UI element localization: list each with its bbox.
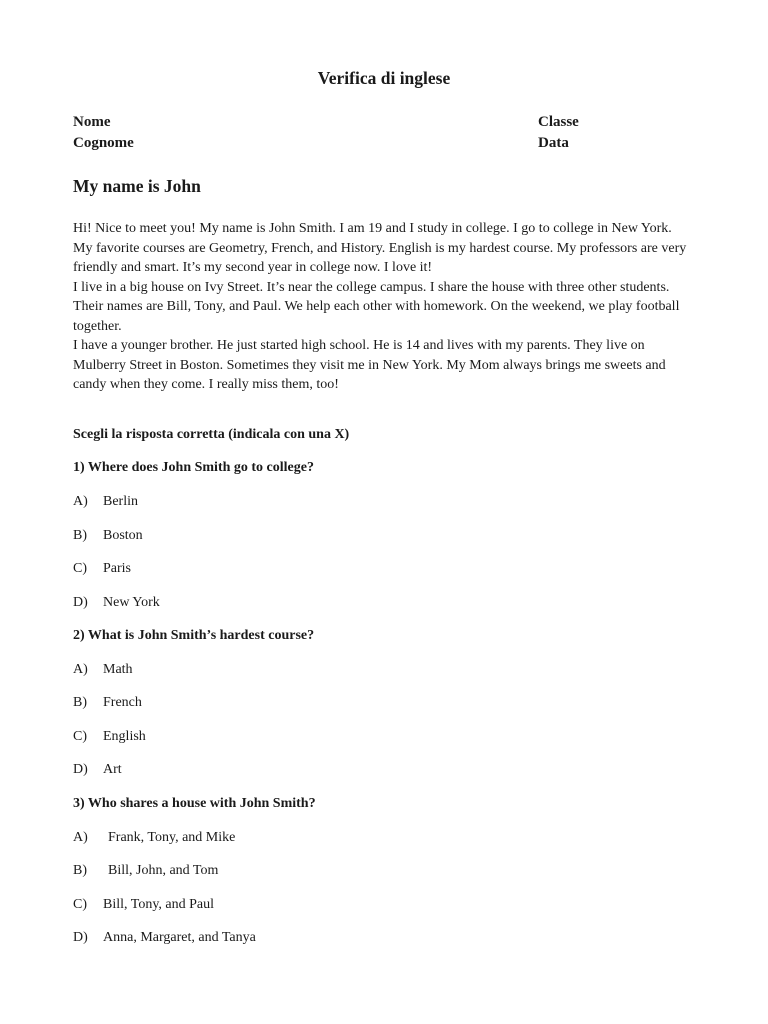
option-letter: D) (73, 930, 88, 945)
question-2: 2) What is John Smith’s hardest course? (73, 628, 315, 643)
question-3-option-b[interactable] (73, 863, 218, 879)
reading-passage (73, 219, 693, 395)
option-letter: B) (73, 695, 87, 710)
option-letter: A) (73, 494, 88, 509)
option-letter: B) (73, 863, 87, 878)
option-letter: A) (73, 662, 88, 677)
option-letter: B) (73, 528, 87, 543)
option-letter: C) (73, 729, 87, 744)
reading-title: My name is John (73, 176, 201, 196)
question-3-option-a[interactable] (73, 830, 235, 846)
option-letter: C) (73, 897, 87, 912)
option-letter: C) (73, 561, 87, 576)
question-2-option-a[interactable] (73, 662, 133, 678)
option-text: Bill, Tony, and Paul (103, 897, 215, 912)
option-text: Math (103, 662, 133, 677)
question-3-option-c[interactable] (73, 897, 214, 913)
question-1-option-d[interactable] (73, 595, 160, 611)
option-text: Berlin (103, 494, 138, 509)
nome-field-label: Nome (73, 114, 111, 130)
question-2-option-b[interactable] (73, 695, 142, 711)
option-text: Paris (103, 561, 131, 576)
data-field-label: Data (538, 135, 569, 151)
page-title: Verifica di inglese (317, 68, 451, 88)
option-text: Boston (103, 528, 143, 543)
option-letter: D) (73, 595, 88, 610)
option-text: Art (103, 762, 122, 777)
option-text: French (103, 695, 142, 710)
option-letter: D) (73, 762, 88, 777)
question-3-option-d[interactable] (73, 930, 256, 946)
option-text: Bill, John, and Tom (108, 863, 219, 878)
question-1-option-b[interactable] (73, 528, 143, 544)
passage-paragraph: Hi! Nice to meet you! My name is John Smith. I am 19 and I study in college. I go to college in New York. My favorite courses are Geometry, French, and History. English is my hardest course. My professors are very friendly and smart. It’s my second year in college now. I love it! (73, 221, 687, 275)
classe-field-label: Classe (538, 114, 579, 130)
question-2-option-d[interactable] (73, 762, 122, 778)
question-1-option-a[interactable] (73, 494, 138, 510)
option-letter: A) (73, 830, 88, 845)
passage-paragraph: I have a younger brother. He just started high school. He is 14 and lives with my parents. They live on Mulberry Street in Boston. Sometimes they visit me in New York. My Mom always brings me sweets and candy when they come. I really miss them, too! (73, 338, 666, 392)
question-1: 1) Where does John Smith go to college? (73, 460, 314, 475)
option-text: English (103, 729, 146, 744)
question-2-option-c[interactable] (73, 729, 146, 745)
question-3: 3) Who shares a house with John Smith? (73, 796, 316, 811)
option-text: Anna, Margaret, and Tanya (103, 930, 256, 945)
question-1-option-c[interactable] (73, 561, 131, 577)
exercise-instructions: Scegli la risposta corretta (indicala con una X) (73, 427, 350, 442)
option-text: Frank, Tony, and Mike (108, 830, 236, 845)
passage-paragraph: I live in a big house on Ivy Street. It’s near the college campus. I share the house with three other students. Their names are Bill, Tony, and Paul. We help each other with homework. On the weekend, we play football together. (73, 279, 680, 334)
option-text: New York (103, 595, 160, 610)
cognome-field-label: Cognome (73, 135, 134, 151)
